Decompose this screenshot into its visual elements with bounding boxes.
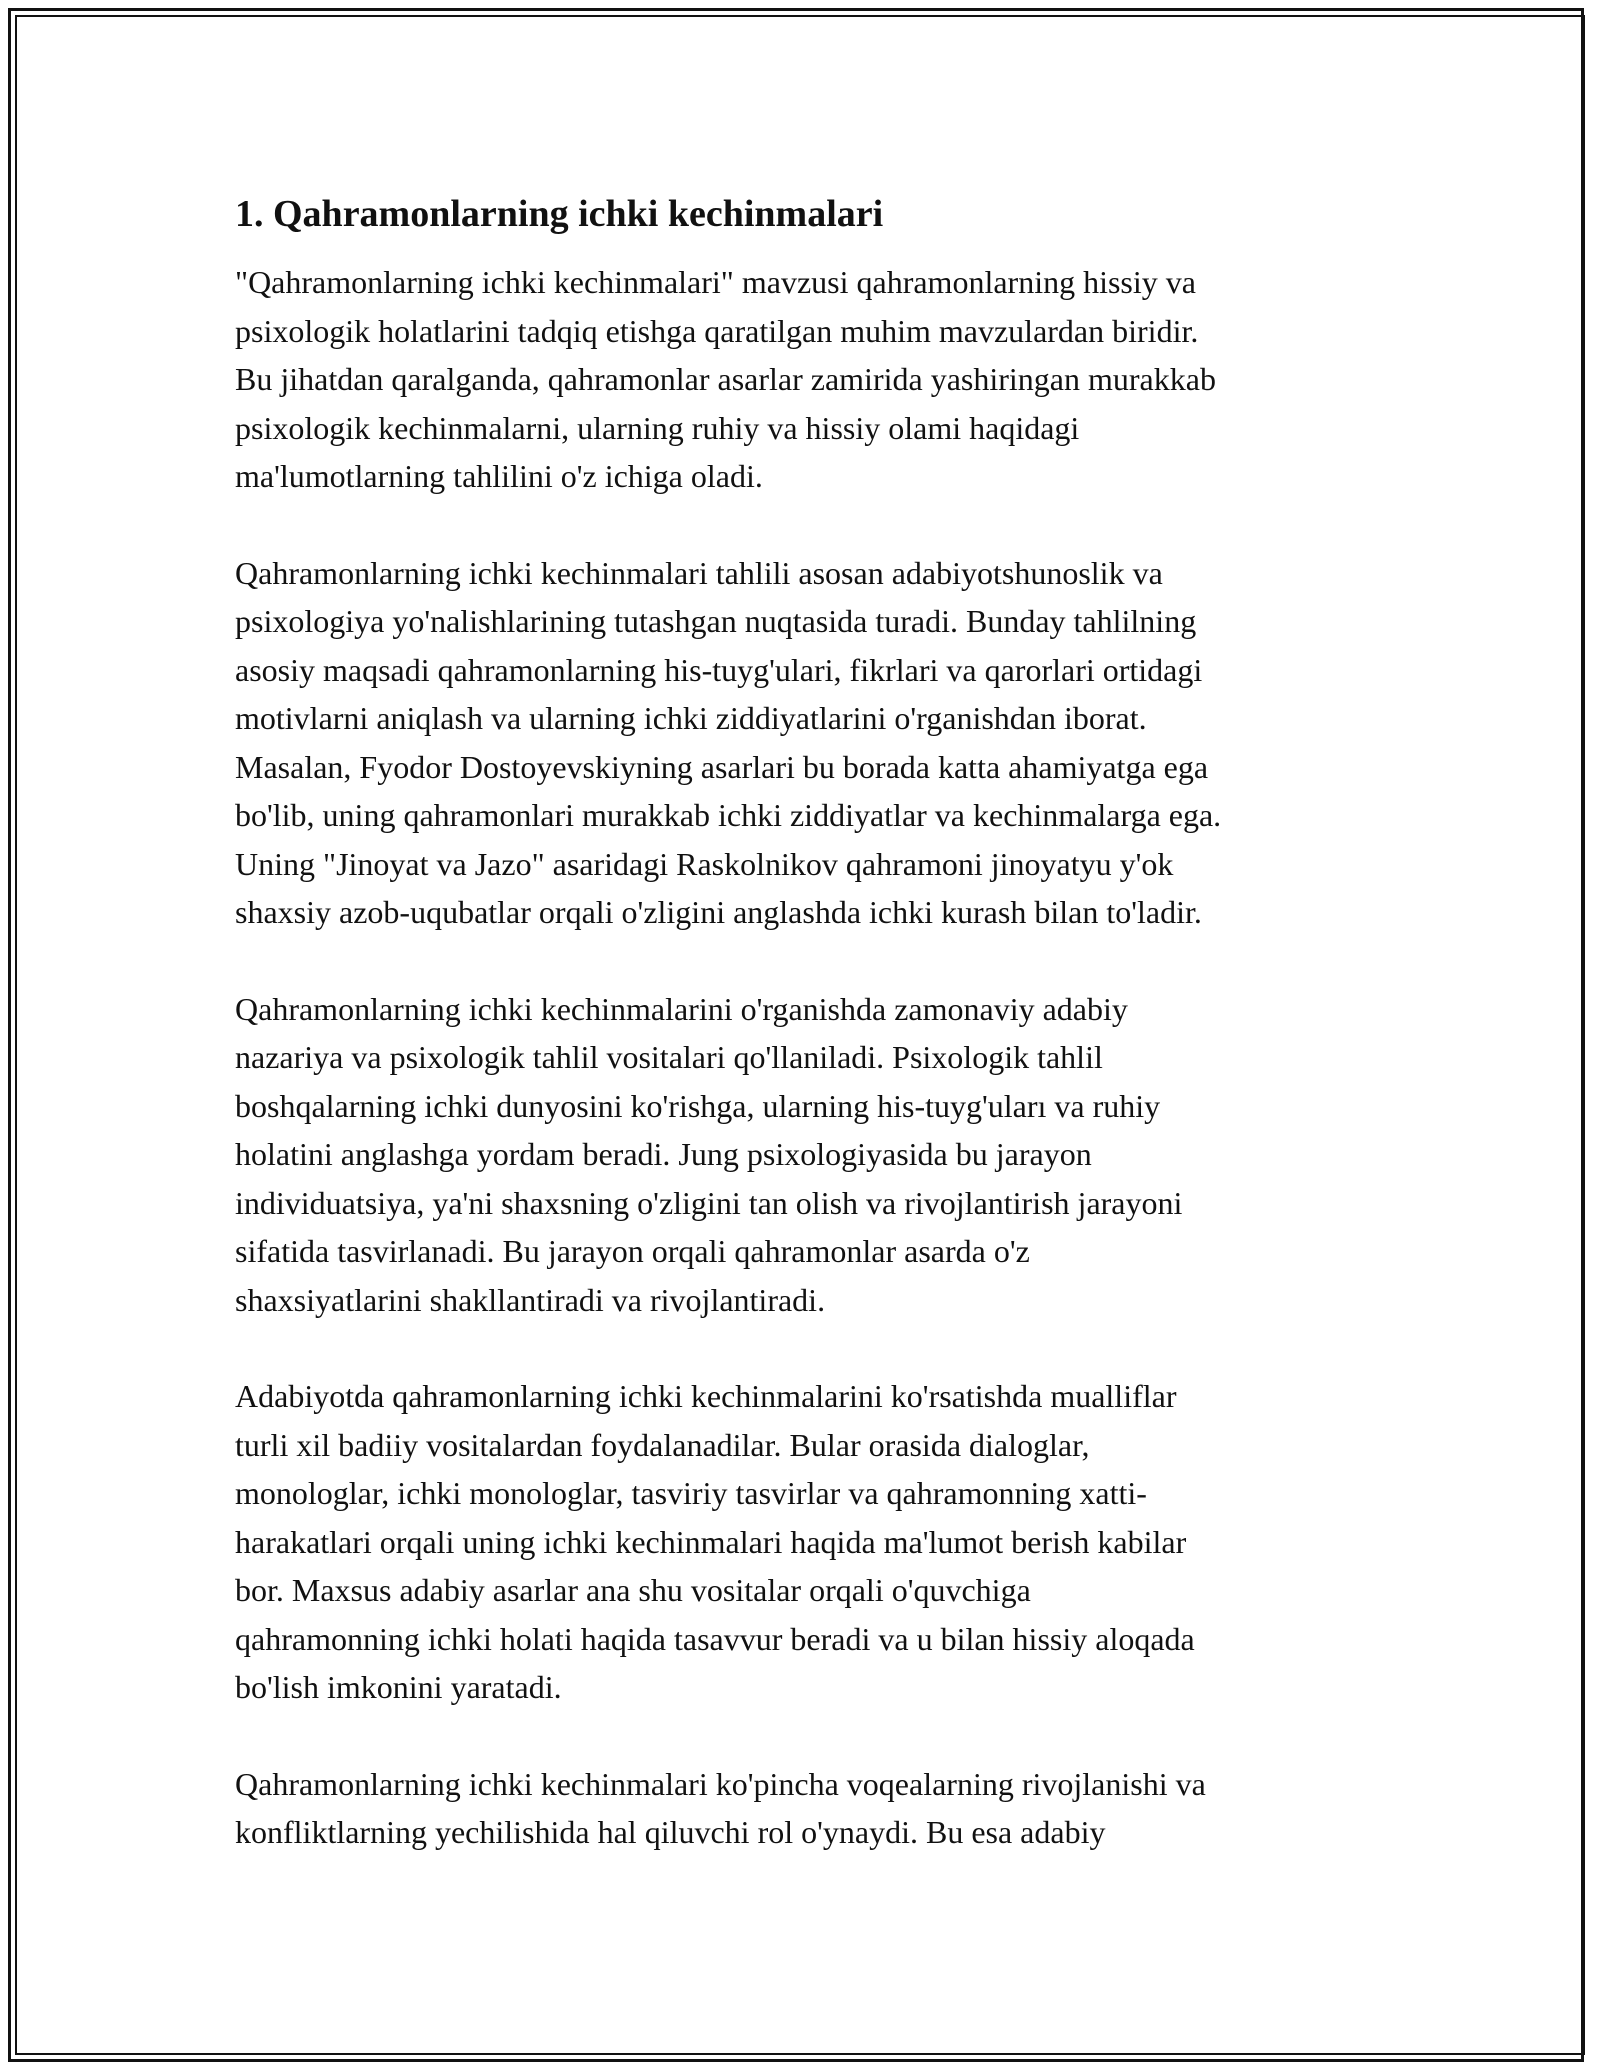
paragraph-1 [235, 258, 1375, 501]
text-line: Uning "Jinoyat va Jazo" asaridagi Raskolnikov qahramoni jinoyatyu y'ok [235, 845, 1174, 882]
text-line: psixologik holatlarini tadqiq etishga qaratilgan muhim mavzulardan biridir. [235, 312, 1199, 349]
text-line: motivlarni aniqlash va ularning ichki ziddiyatlarini o'rganishdan iborat. [235, 700, 1147, 736]
text-line: Qahramonlarning ichki kechinmalari tahlili asosan adabiyotshunoslik va [235, 554, 1163, 591]
text-line: konfliktlarning yechilishida hal qiluvchi rol o'ynaydi. Bu esa adabiy [235, 1814, 1106, 1850]
text-line: sifatida tasvirlanadi. Bu jarayon orqali qahramonlar asarda o'z [235, 1233, 1030, 1269]
section-heading: 1. Qahramonlarning ichki kechinmalari [235, 193, 884, 235]
paragraph-3 [235, 985, 1375, 1325]
text-line: holatini anglashga yordam beradi. Jung psixologiyasida bu jarayon [235, 1136, 1092, 1172]
text-line: psixologik kechinmalarni, ularning ruhiy va hissiy olami haqidagi [235, 409, 1080, 446]
text-line: harakatlari orqali uning ichki kechinmalari haqida ma'lumot berish kabilar [235, 1523, 1187, 1560]
text-line: monologlar, ichki monologlar, tasviriy tasvirlar va qahramonning xatti- [235, 1475, 1147, 1511]
text-line: nazariya va psixologik tahlil vositalari qo'llaniladi. Psixologik tahlil [235, 1039, 1103, 1075]
text-line: Qahramonlarning ichki kechinmalarini o'rganishda zamonaviy adabiy [235, 990, 1128, 1027]
document-body [235, 180, 1375, 1905]
text-line: bor. Maxsus adabiy asarlar ana shu vositalar orqali o'quvchiga [235, 1572, 1031, 1608]
text-line: individuatsiya, ya'ni shaxsning o'zligini tan olish va rivojlantirish jarayoni [235, 1184, 1183, 1221]
text-line: bo'lib, uning qahramonlari murakkab ichki ziddiyatlar va kechinmalarga ega. [235, 797, 1222, 833]
text-line: bo'lish imkonini yaratadi. [235, 1669, 562, 1705]
text-line: psixologiya yo'nalishlarining tutashgan nuqtasida turadi. Bunday tahlilning [235, 603, 1197, 639]
text-line: asosiy maqsadi qahramonlarning his-tuyg'ulari, fikrlari va qarorlari ortidagi [235, 651, 1203, 688]
paragraph-5 [235, 1760, 1375, 1857]
text-line: boshqalarning ichki dunyosini ko'rishga, ularning his-tuyg'uları va ruhiy [235, 1087, 1161, 1124]
text-line: Qahramonlarning ichki kechinmalari ko'pincha voqealarning rivojlanishi va [235, 1765, 1206, 1802]
text-line: shaxsiy azob-uqubatlar orqali o'zligini anglashda ichki kurash bilan to'ladir. [235, 894, 1202, 930]
text-line: qahramonning ichki holati haqida tasavvur beradi va u bilan hissiy aloqada [235, 1620, 1195, 1657]
text-line: Masalan, Fyodor Dostoyevskiyning asarlari bu borada katta ahamiyatga ega [235, 748, 1209, 785]
text-line: turli xil badiiy vositalardan foydalanadilar. Bular orasida dialoglar, [235, 1426, 1090, 1463]
text-line: shaxsiyatlarini shakllantiradi va rivojlantiradi. [235, 1281, 826, 1318]
paragraph-4 [235, 1372, 1375, 1712]
text-line: ma'lumotlarning tahlilini o'z ichiga oladi. [235, 458, 763, 494]
text-line: Adabiyotda qahramonlarning ichki kechinmalarini ko'rsatishda mualliflar [235, 1378, 1177, 1414]
paragraph-2 [235, 549, 1375, 937]
text-line: "Qahramonlarning ichki kechinmalari" mavzusi qahramonlarning hissiy va [235, 264, 1196, 300]
text-line: Bu jihatdan qaralganda, qahramonlar asarlar zamirida yashiringan murakkab [235, 361, 1216, 397]
